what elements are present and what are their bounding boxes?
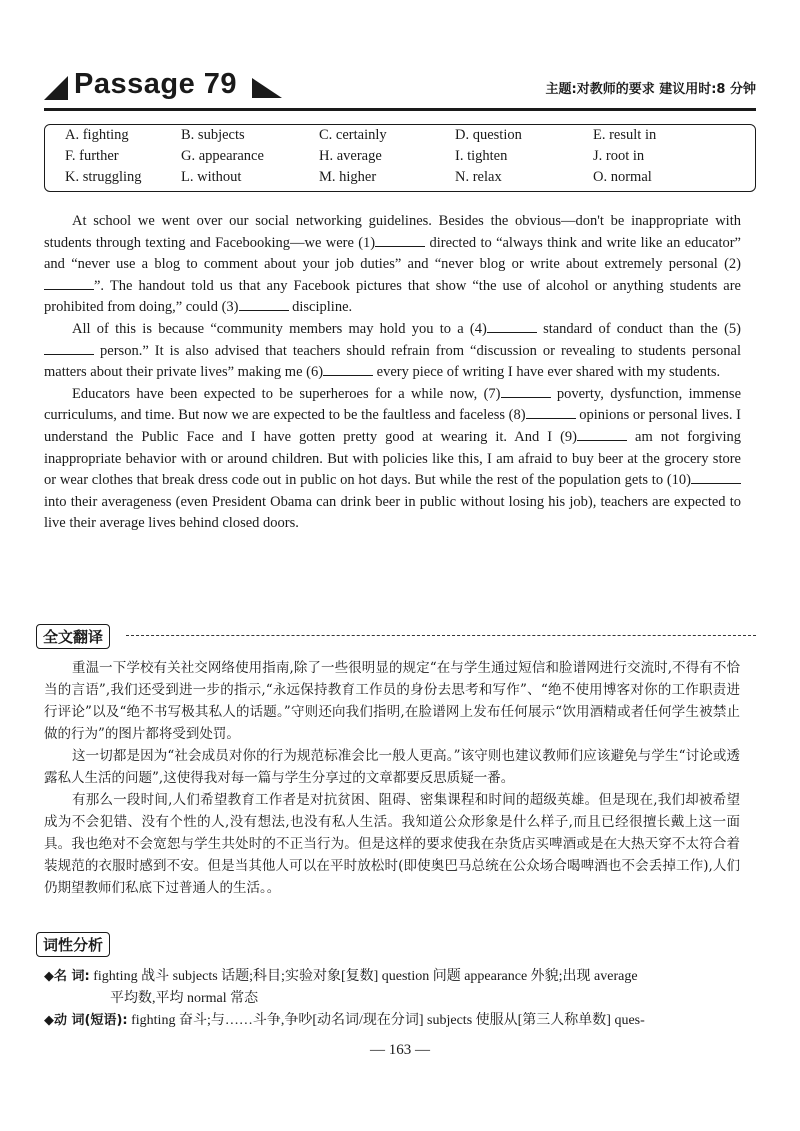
passage-text: into their averageness (even President Obama can drink beer in public without losing his job), teachers are expected to live their average lives behind closed doors. — [44, 493, 741, 532]
passage-paragraph-3 — [44, 384, 741, 535]
blank-9[interactable] — [577, 428, 627, 441]
option: N. relax — [455, 169, 502, 185]
word-bank-row — [65, 127, 755, 148]
passage-text: Educators have been expected to be superheroes for a while now, (7) — [72, 385, 501, 402]
option: O. normal — [593, 169, 652, 185]
translation-paragraph: 有那么一段时间,人们希望教育工作者是对抗贫困、阻碍、密集课程和时间的超级英雄。但是现在,我们却被希望成为不会犯错、没有个性的人,没有想法,也没有私人生活。我知道公众形象是什么样子,而且已经很擅长戴上这一面具。我也绝对不会宽恕与学生共处时的不正当行为。但是这样的要求使我在杂货店买啤酒或是在大热天穿不太符合着装规范的衣服时感到不安。但是当其他人可以在平时放松时(即使奥巴马总统在公众场合喝啤酒也不会丢掉工作),人们仍期望教师们私底下过普通人的生活。。 — [44, 792, 740, 896]
right-triangle-icon — [252, 78, 282, 98]
passage-text: opinions or personal lives. I understand the Public Face and I have gotten pretty good at wearing it. And I (9) — [44, 407, 741, 445]
translation-label: 全文翻译 — [36, 624, 110, 649]
passage-text: All of this is because “community members may hold you to a (4) — [72, 320, 487, 337]
passage-title: Passage 79 — [74, 68, 238, 100]
translation-paragraph: 重温一下学校有关社交网络使用指南,除了一些很明显的规定“在与学生通过短信和脸谱网进行交流时,不得有不恰当的言语”,我们还受到进一步的指示,“永远保持教育工作员的身份去思考和写作”、“绝不使用博客对你的工作职责进行评论”以及“绝不书写极其私人的话题。”守则还向我们指明,在脸谱网上发布任何展示“饮用酒精或者任何学生被禁止做的行为”的图片都将受到处罚。 — [44, 660, 740, 742]
word-bank-row — [65, 148, 755, 169]
left-triangle-icon — [44, 76, 68, 100]
translation-section-header — [36, 624, 756, 650]
blank-10[interactable] — [691, 471, 741, 484]
blank-6[interactable] — [323, 363, 373, 376]
noun-row — [44, 966, 748, 988]
option: J. root in — [593, 148, 645, 164]
analysis-label: 词性分析 — [36, 932, 110, 957]
blank-3[interactable] — [239, 298, 289, 311]
passage-header — [44, 66, 756, 110]
analysis-body — [44, 966, 748, 1032]
passage-text: every piece of writing I have ever shared with my students. — [373, 364, 721, 381]
topic-line: 主题:对教师的要求 建议用时:8 分钟 — [545, 82, 756, 97]
passage-text: directed to “always think and write like an educator” and “never use a blog to comment about your job duties” and “never blog or write about extremely personal (2) — [44, 234, 741, 273]
noun-label: ◆名 词: — [44, 969, 90, 984]
passage-paragraph-1 — [44, 211, 741, 319]
passage-text: ”. The handout told us that any Facebook pictures that show “the use of alcohol or anything students are prohibited from doing,” could (3) — [44, 277, 741, 316]
analysis-section-header — [36, 932, 756, 958]
option: K. struggling — [65, 169, 142, 185]
verb-label: ◆动 词(短语): — [44, 1013, 128, 1028]
noun-text-2: 平均数,平均 normal 常态 — [110, 991, 259, 1006]
option: G. appearance — [181, 148, 264, 164]
blank-5[interactable] — [44, 342, 94, 355]
noun-row-continued — [44, 988, 748, 1010]
passage-text: am not forgiving inappropriate behavior with or around children. But with policies like this, I am afraid to buy beer at the grocery store or wear clothes that break dress code out in public on hot days. But while the rest of the population gets to (10) — [44, 428, 741, 489]
passage-text: discipline. — [288, 299, 353, 316]
option: A. fighting — [65, 127, 129, 143]
passage-text: poverty, dysfunction, immense curriculums, and time. But now we are expected to be the faultless and faceless (8) — [44, 385, 742, 424]
header-divider — [44, 108, 756, 111]
section-divider — [126, 635, 756, 636]
translation-body — [44, 657, 740, 899]
verb-text: fighting 奋斗;与……斗争,争吵[动名词/现在分词] subjects 使服从[第三人称单数] ques- — [131, 1013, 645, 1028]
option: F. further — [65, 148, 119, 164]
page-number: — 163 — — [370, 1042, 430, 1058]
option: D. question — [455, 127, 522, 143]
option: L. without — [181, 169, 242, 185]
passage-text: At school we went over our social networking guidelines. Besides the obvious—don't be inappropriate with students through texting and Facebooking—we were (1) — [44, 213, 741, 251]
word-bank — [44, 124, 756, 192]
option: M. higher — [319, 169, 377, 185]
blank-2[interactable] — [44, 277, 94, 290]
blank-7[interactable] — [501, 385, 551, 398]
passage-text: person.” It is also advised that teachers should refrain from “discussion or revealing to students personal matters about their private lives” making me (6) — [44, 342, 741, 381]
option: H. average — [319, 148, 382, 164]
option: E. result in — [593, 127, 657, 143]
blank-4[interactable] — [487, 320, 537, 333]
word-bank-row — [65, 169, 755, 190]
option: I. tighten — [455, 148, 508, 164]
verb-row — [44, 1010, 748, 1032]
noun-text: fighting 战斗 subjects 话题;科目;实验对象[复数] question 问题 appearance 外貌;出现 average — [93, 969, 638, 984]
passage-body — [44, 211, 741, 535]
blank-8[interactable] — [526, 406, 576, 419]
passage-paragraph-2 — [44, 319, 741, 384]
blank-1[interactable] — [375, 234, 425, 247]
option: C. certainly — [319, 127, 387, 143]
option: B. subjects — [181, 127, 245, 143]
translation-paragraph: 这一切都是因为“社会成员对你的行为规范标准会比一般人更高。”该守则也建议教师们应该避免与学生“讨论或透露私人生活的问题”,这使得我对每一篇与学生分享过的文章都要反思质疑一番。 — [44, 748, 740, 786]
passage-text: standard of conduct than the (5) — [536, 320, 741, 337]
